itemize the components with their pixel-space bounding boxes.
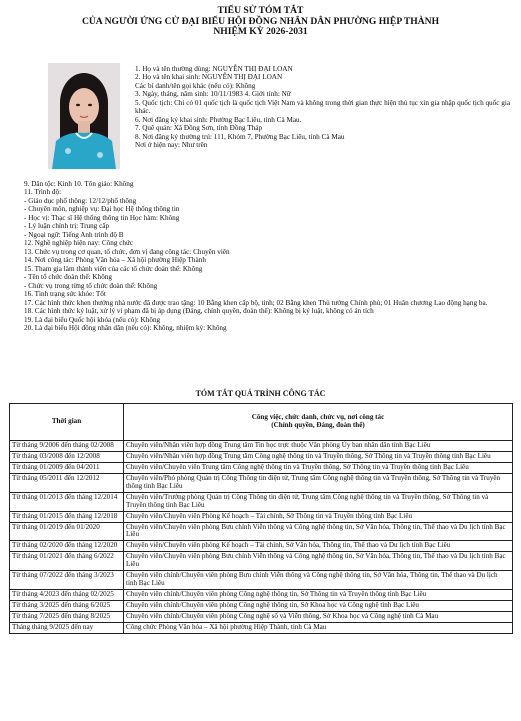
document-title xyxy=(20,6,501,38)
table-row xyxy=(10,601,513,612)
work-position-cell: Chuyên viên chính/Chuyên viên phòng Công nghệ thông tin, Sở Khoa học và Công nghệ tỉnh Bạc Liêu xyxy=(124,601,513,612)
work-history-body xyxy=(10,441,513,634)
work-period-cell: Từ tháng 03/2008 đến 12/2008 xyxy=(10,451,124,462)
work-position-cell: Chuyên viên/Nhân viên hợp đồng Trung tâm Công nghệ thông tin và Truyền thông, Sở Thông tin và Truyền thông tỉnh Bạc Liêu xyxy=(124,451,513,462)
table-row xyxy=(10,473,513,492)
bio-line: 13. Chức vụ trong cơ quan, tổ chức, đơn vị đang công tác: Chuyên viên xyxy=(24,247,230,256)
table-row xyxy=(10,462,513,473)
work-period-cell: Từ tháng 01/2021 đến tháng 6/2022 xyxy=(10,552,124,571)
work-period-cell: Từ tháng 07/2022 đến tháng 3/2023 xyxy=(10,571,124,590)
table-header-row xyxy=(10,404,513,441)
work-position-cell: Công chức Phòng Văn hóa – Xã hội phường Hiệp Thành, tỉnh Cà Mau xyxy=(124,622,513,633)
table-row xyxy=(10,552,513,571)
column-header-time: Thời gian xyxy=(10,404,124,441)
bio-line: Các bí danh/tên gọi khác (nếu có): Không xyxy=(135,81,256,90)
work-period-cell: Từ tháng 01/2013 đến tháng 12/2014 xyxy=(10,492,124,511)
work-position-cell: Chuyên viên/Trưởng phòng Quản trị Công Thông tin điện tử, Trung tâm Công nghệ thông tin và Truyền thông, Sở Thông tin và Truyền thông tỉnh Bạc Liêu xyxy=(124,492,513,511)
column-header-job-sub: (Chính quyền, Đảng, đoàn thể) xyxy=(271,421,365,429)
column-header-job xyxy=(124,404,513,441)
work-position-cell: Chuyên viên/Chuyên viên Phòng Kế hoạch – Tài chính, Sở Thông tin và Truyền thông tỉnh Bạc Liêu xyxy=(124,511,513,522)
work-period-cell: Từ tháng 9/2006 đến tháng 02/2008 xyxy=(10,441,124,452)
bio-line: - Chức vụ trong từng tổ chức đoàn thể: Không xyxy=(24,281,158,290)
bio-line: Nơi ở hiện nay: Như trên xyxy=(135,141,208,150)
work-period-cell: Từ tháng 01/2009 đến 04/2011 xyxy=(10,462,124,473)
table-row xyxy=(10,590,513,601)
bio-line: 14. Nơi công tác: Phòng Văn hóa – Xã hội phường Hiệp Thành xyxy=(24,256,206,265)
table-row xyxy=(10,611,513,622)
work-position-cell: Chuyên viên/Chuyên viên Trung tâm Công nghệ thông tin và Truyền thông, Sở Thông tin và Truyền thông tỉnh Bạc Liêu xyxy=(124,462,513,473)
bio-details xyxy=(24,180,516,333)
bio-line: - Giáo dục phổ thông: 12/12/phổ thông xyxy=(24,196,137,205)
bio-line: - Lý luận chính trị: Trung cấp xyxy=(24,222,110,231)
work-position-cell: Chuyên viên/Chuyên viên phòng Bưu chính Viễn thông và Công nghệ thông tin, Sở Văn hóa, Thông tin, Thể thao và Du lịch tỉnh Bạc Liêu xyxy=(124,552,513,571)
work-history-title: TÓM TẮT QUÁ TRÌNH CÔNG TÁC xyxy=(195,389,326,398)
work-period-cell: Từ tháng 01/2015 đến tháng 12/2018 xyxy=(10,511,124,522)
bio-line: 12. Nghề nghiệp hiện nay: Công chức xyxy=(24,239,134,248)
column-header-job-label: Công việc, chức danh, chức vụ, nơi công tác xyxy=(251,413,385,422)
bio-line: 7. Quê quán: Xã Đồng Sơn, tỉnh Đồng Tháp xyxy=(135,124,263,133)
bio-line: 16. Tình trạng sức khỏe: Tốt xyxy=(24,290,106,299)
title-line-2: CỦA NGƯỜI ỨNG CỬ ĐẠI BIỂU HỘI ĐỒNG NHÂN DÂN PHƯỜNG HIỆP THÀNH xyxy=(81,15,440,27)
bio-line: 19. Là đại biểu Quốc hội khóa (nếu có): Không xyxy=(24,315,161,324)
bio-line: - Tên tổ chức đoàn thể: Không xyxy=(24,273,112,282)
bio-line: 9. Dân tộc: Kinh 10. Tôn giáo: Không xyxy=(24,180,134,188)
bio-line: 17. Các hình thức khen thưởng nhà nước đã được trao tặng: 10 Bằng khen cấp bộ, tỉnh; 02 Bằng khen Thủ tướng Chính phủ; 01 Huân chương Lao động hạng ba. xyxy=(24,298,488,307)
bio-line: - Chuyên môn, nghiệp vụ: Đại học Hệ thống thông tin xyxy=(24,205,180,214)
candidate-portrait-photo xyxy=(48,63,120,169)
bio-line: 11. Trình độ: xyxy=(24,188,62,197)
work-period-cell: Tháng tháng 9/2025 đến nay xyxy=(10,622,124,633)
bio-line: - Ngoại ngữ: Tiếng Anh trình độ B xyxy=(24,230,124,239)
table-row xyxy=(10,541,513,552)
work-position-cell: Chuyên viên chính/Chuyên viên phòng Bưu chính Viễn thông và Công nghệ thông tin, Sở Văn hóa, Thông tin, Thể thao và Du lịch tỉnh Bạc Liêu xyxy=(124,571,513,590)
table-row xyxy=(10,441,513,452)
work-period-cell: Từ tháng 4/2023 đến tháng 02/2025 xyxy=(10,590,124,601)
bio-line: 3. Ngày, tháng, năm sinh: 10/11/1983 4. Giới tính: Nữ xyxy=(135,90,291,99)
bio-line: 8. Nơi đăng ký thường trú: 111, Khóm 7, Phường Bạc Liêu, tỉnh Cà Mau xyxy=(135,132,345,141)
work-period-cell: Từ tháng 7/2025 đến tháng 8/2025 xyxy=(10,611,124,622)
bio-personal-info xyxy=(135,65,515,150)
bio-line: 15. Tham gia làm thành viên của các tổ chức đoàn thể: Không xyxy=(24,264,203,273)
work-period-cell: Từ tháng 3/2025 đến tháng 6/2025 xyxy=(10,601,124,612)
bio-line: 18. Các hình thức kỷ luật, xử lý vi phạm đã bị áp dụng (Đảng, chính quyền, đoàn thể): Không bị kỷ luật, không có án tích xyxy=(24,307,374,316)
work-period-cell: Từ tháng 02/2020 đến tháng 12/2020 xyxy=(10,541,124,552)
bio-line: 5. Quốc tịch: Chỉ có 01 quốc tịch là quốc tịch Việt Nam và không trong thời gian thực hiện thủ tục xin gia nhập quốc tịch quốc gia khác. xyxy=(135,98,511,116)
work-history-table xyxy=(9,403,513,634)
title-line-1: TIỂU SỬ TÓM TẮT xyxy=(217,5,304,16)
bio-line: 6. Nơi đăng ký khai sinh: Phường Bạc Liêu, tỉnh Cà Mau. xyxy=(135,115,302,124)
table-row xyxy=(10,622,513,633)
bio-line: 20. Là đại biểu Hội đồng nhân dân (nếu có): Không, nhiệm kỳ: Không xyxy=(24,324,227,333)
title-line-3: NHIỆM KỲ 2026-2031 xyxy=(213,26,308,38)
bio-line: 1. Họ và tên thường dùng: NGUYỄN THỊ ĐẠI LOAN xyxy=(135,65,293,73)
work-position-cell: Chuyên viên chính/Chuyên viên phòng Công nghệ thông tin, Sở Thông tin và Truyền thông tỉnh Bạc Liêu xyxy=(124,590,513,601)
work-position-cell: Chuyên viên/Chuyên viên phòng Kế hoạch – Tài chính, Sở Văn hóa, Thông tin, Thể thao và Du lịch tỉnh Bạc Liêu xyxy=(124,541,513,552)
table-row xyxy=(10,511,513,522)
work-period-cell: Từ tháng 05/2011 đến 12/2012 xyxy=(10,473,124,492)
table-row xyxy=(10,451,513,462)
work-period-cell: Từ tháng 01/2019 đến 01/2020 xyxy=(10,522,124,541)
work-position-cell: Chuyên viên/Chuyên viên phòng Bưu chính Viễn thông và Công nghệ thông tin, Sở Văn hóa, Thông tin, Thể thao và Du lịch tỉnh Bạc Liêu xyxy=(124,522,513,541)
work-position-cell: Chuyên viên/Nhân viên hợp đồng Trung tâm Tin học trực thuộc Văn phòng Ủy ban nhân dân tỉnh Bạc Liêu xyxy=(124,441,513,452)
table-row xyxy=(10,492,513,511)
table-row xyxy=(10,522,513,541)
work-position-cell: Chuyên viên/Phó phòng Quản trị Công Thông tin điện tử, Trung tâm Công nghệ thông tin và Truyền thông, Sở Thông tin và Truyền thông tỉnh Bạc Liêu xyxy=(124,473,513,492)
work-position-cell: Chuyên viên chính/Chuyên viên phòng Công nghệ số và Viễn thông, Sở Khoa học và Công nghệ tỉnh Cà Mau xyxy=(124,611,513,622)
bio-line: - Học vị: Thạc sĩ Hệ thống thông tin Học hàm: Không xyxy=(24,213,180,222)
bio-line: 2. Họ và tên khai sinh: NGUYỄN THỊ ĐẠI LOAN xyxy=(135,73,283,82)
table-row xyxy=(10,571,513,590)
